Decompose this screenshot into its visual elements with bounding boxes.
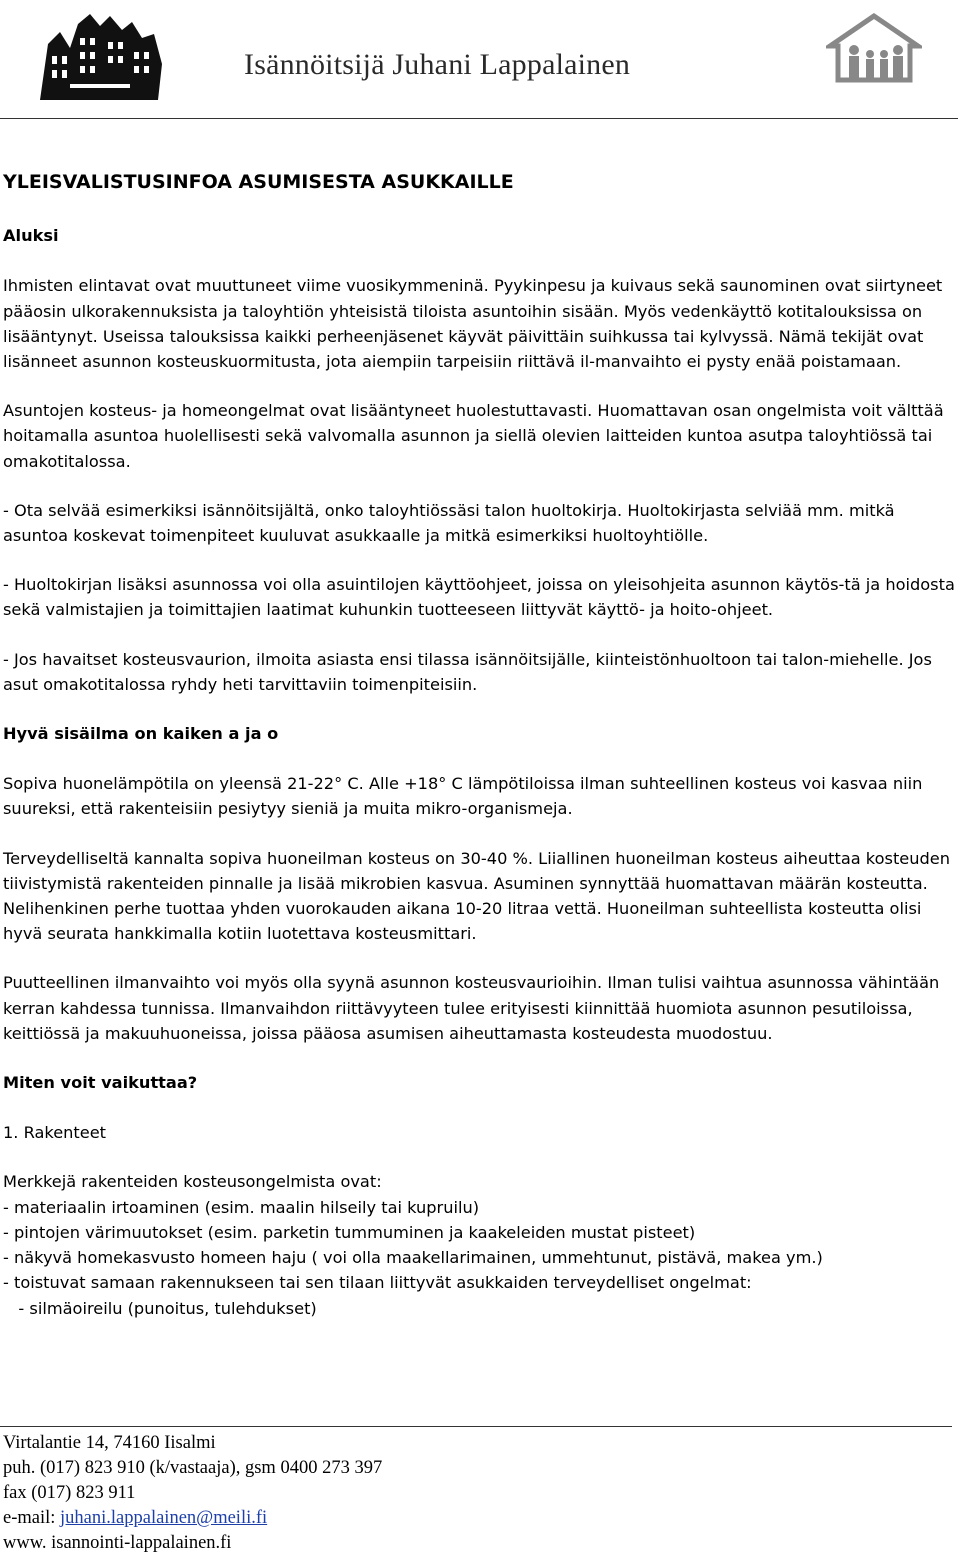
list-item: - materiaalin irtoaminen (esim. maalin hilseily tai kupruilu) (3, 1197, 480, 1217)
signs-list (3, 1195, 958, 1321)
signs-intro: Merkkejä rakenteiden kosteusongelmista ovat: (3, 1172, 382, 1192)
paragraph-intro-3: - Ota selvää esimerkiksi isännöitsijältä, onko taloyhtiössäsi talon huoltokirja. Huoltokirjasta selviää mm. mitkä asuntoa koskevat toimenpiteet kuuluvat asukkaalle ja mitkä esimerkiksi huoltoyhtiölle. (3, 500, 895, 546)
section-heading-intro: Aluksi (3, 226, 59, 246)
document-title: YLEISVALISTUSINFOA ASUMISESTA ASUKKAILLE (3, 171, 514, 193)
company-name: Isännöitsijä Juhani Lappalainen (244, 48, 631, 81)
list-item: - pintojen värimuutokset (esim. parketin tummuminen ja kaakeleiden mustat pisteet) (3, 1222, 696, 1242)
footer-divider (0, 1426, 952, 1427)
footer-address: Virtalantie 14, 74160 Iisalmi (3, 1433, 216, 1453)
footer-phone: puh. (017) 823 910 (k/vastaaja), gsm 0400 273 397 (3, 1458, 383, 1478)
list-item: - silmäoireilu (punoitus, tulehdukset) (3, 1298, 317, 1318)
footer-email-label: e-mail: (3, 1508, 61, 1528)
footer-contact (3, 1431, 382, 1556)
footer-fax: fax (017) 823 911 (3, 1483, 136, 1503)
house-family-logo (826, 12, 922, 84)
subheading-structures: 1. Rakenteet (3, 1123, 107, 1143)
header-divider (0, 118, 958, 119)
paragraph-air-2: Terveydelliseltä kannalta sopiva huoneilman kosteus on 30-40 %. Liiallinen huoneilman kosteus aiheuttaa kosteuden tiivistymistä rakenteiden pinnalle ja lisää mikrobien kasvua. Asuminen synnyttää huomattavan määrän kosteutta. Nelihenkinen perhe tuottaa yhden vuorokauden aikana 10-20 litraa vettä. Huoneilman suhteellista kosteutta olisi hyvä seurata hankkimalla kotiin luotettava kosteusmittari. (3, 848, 951, 944)
paragraph-air-3: Puutteellinen ilmanvaihto voi myös olla syynä asunnon kosteusvaurioihin. Ilman tulisi vaihtua asunnossa vähintään kerran kahdessa tunnissa. Ilmanvaihdon riittävyyteen tulee erityisesti kiinnittää huomiota asunnon pesutiloissa, keittiössä ja makuuhuoneissa, joissa pääosa asumisen aiheuttamasta kosteudesta muodostuu. (3, 973, 940, 1043)
paragraph-intro-1: Ihmisten elintavat ovat muuttuneet viime vuosikymmeninä. Pyykinpesu ja kuivaus sekä saunominen ovat siirtyneet pääosin ulkorakennuksista ja taloyhtiön yhteisistä tiloista asuntoihin sisään. Myös vedenkäyttö kotitalouksissa on lisääntynyt. Useissa talouksissa kaikki perheenjäsenet käyvät päivittäin suihkussa tai kylvyssä. Nämä tekijät ovat lisänneet asunnon kosteuskuormitusta, jota aiempiin tarpeisiin riittävä il-manvaihto ei pysty enää poistamaan. (3, 276, 943, 372)
paragraph-intro-5: - Jos havaitset kosteusvaurion, ilmoita asiasta ensi tilassa isännöitsijälle, kiinteistönhuoltoon tai talon-miehelle. Jos asut omakotitalossa ryhdy heti tarvittaviin toimenpiteisiin. (3, 649, 932, 694)
list-item: - toistuvat samaan rakennukseen tai sen tilaan liittyvät asukkaiden terveydelliset ongelmat: (3, 1273, 752, 1293)
paragraph-intro-4: - Huoltokirjan lisäksi asunnossa voi olla asuintilojen käyttöohjeet, joissa on yleisohjeita asunnon käytös-tä ja hoidosta sekä valmistajien ja toimittajien laatimat kuhunkin tuotteeseen liittyvät käyttö- ja hoito-ohjeet. (3, 575, 955, 620)
footer-email-line (3, 1506, 382, 1531)
paragraph-air-1: Sopiva huonelämpötila on yleensä 21-22° C. Alle +18° C lämpötiloissa ilman suhteellinen kosteus voi kasvaa niin suureksi, että rakenteisiin pesiytyy sieniä ja muita mikro-organismeja. (3, 774, 923, 819)
footer-website[interactable]: www. isannointi-lappalainen.fi (3, 1533, 232, 1553)
letterhead (0, 0, 960, 128)
section-heading-indoor-air: Hyvä sisäilma on kaiken a ja o (3, 724, 279, 744)
email-link[interactable]: juhani.lappalainen@meili.fi (60, 1508, 268, 1528)
document-body (3, 170, 958, 1321)
section-heading-actions: Miten voit vaikuttaa? (3, 1073, 198, 1093)
paragraph-intro-2: Asuntojen kosteus- ja homeongelmat ovat lisääntyneet huolestuttavasti. Huomattavan osan ongelmista voit välttää hoitamalla asuntoa huolellisesti sekä valvomalla asunnon ja siellä olevien laitteiden kuntoa asutpa taloyhtiössä tai omakotitalossa. (3, 401, 944, 471)
city-buildings-logo (30, 4, 170, 112)
list-item: - näkyvä homekasvusto homeen haju ( voi olla maakellarimainen, ummehtunut, pistävä, makea ym.) (3, 1248, 823, 1268)
